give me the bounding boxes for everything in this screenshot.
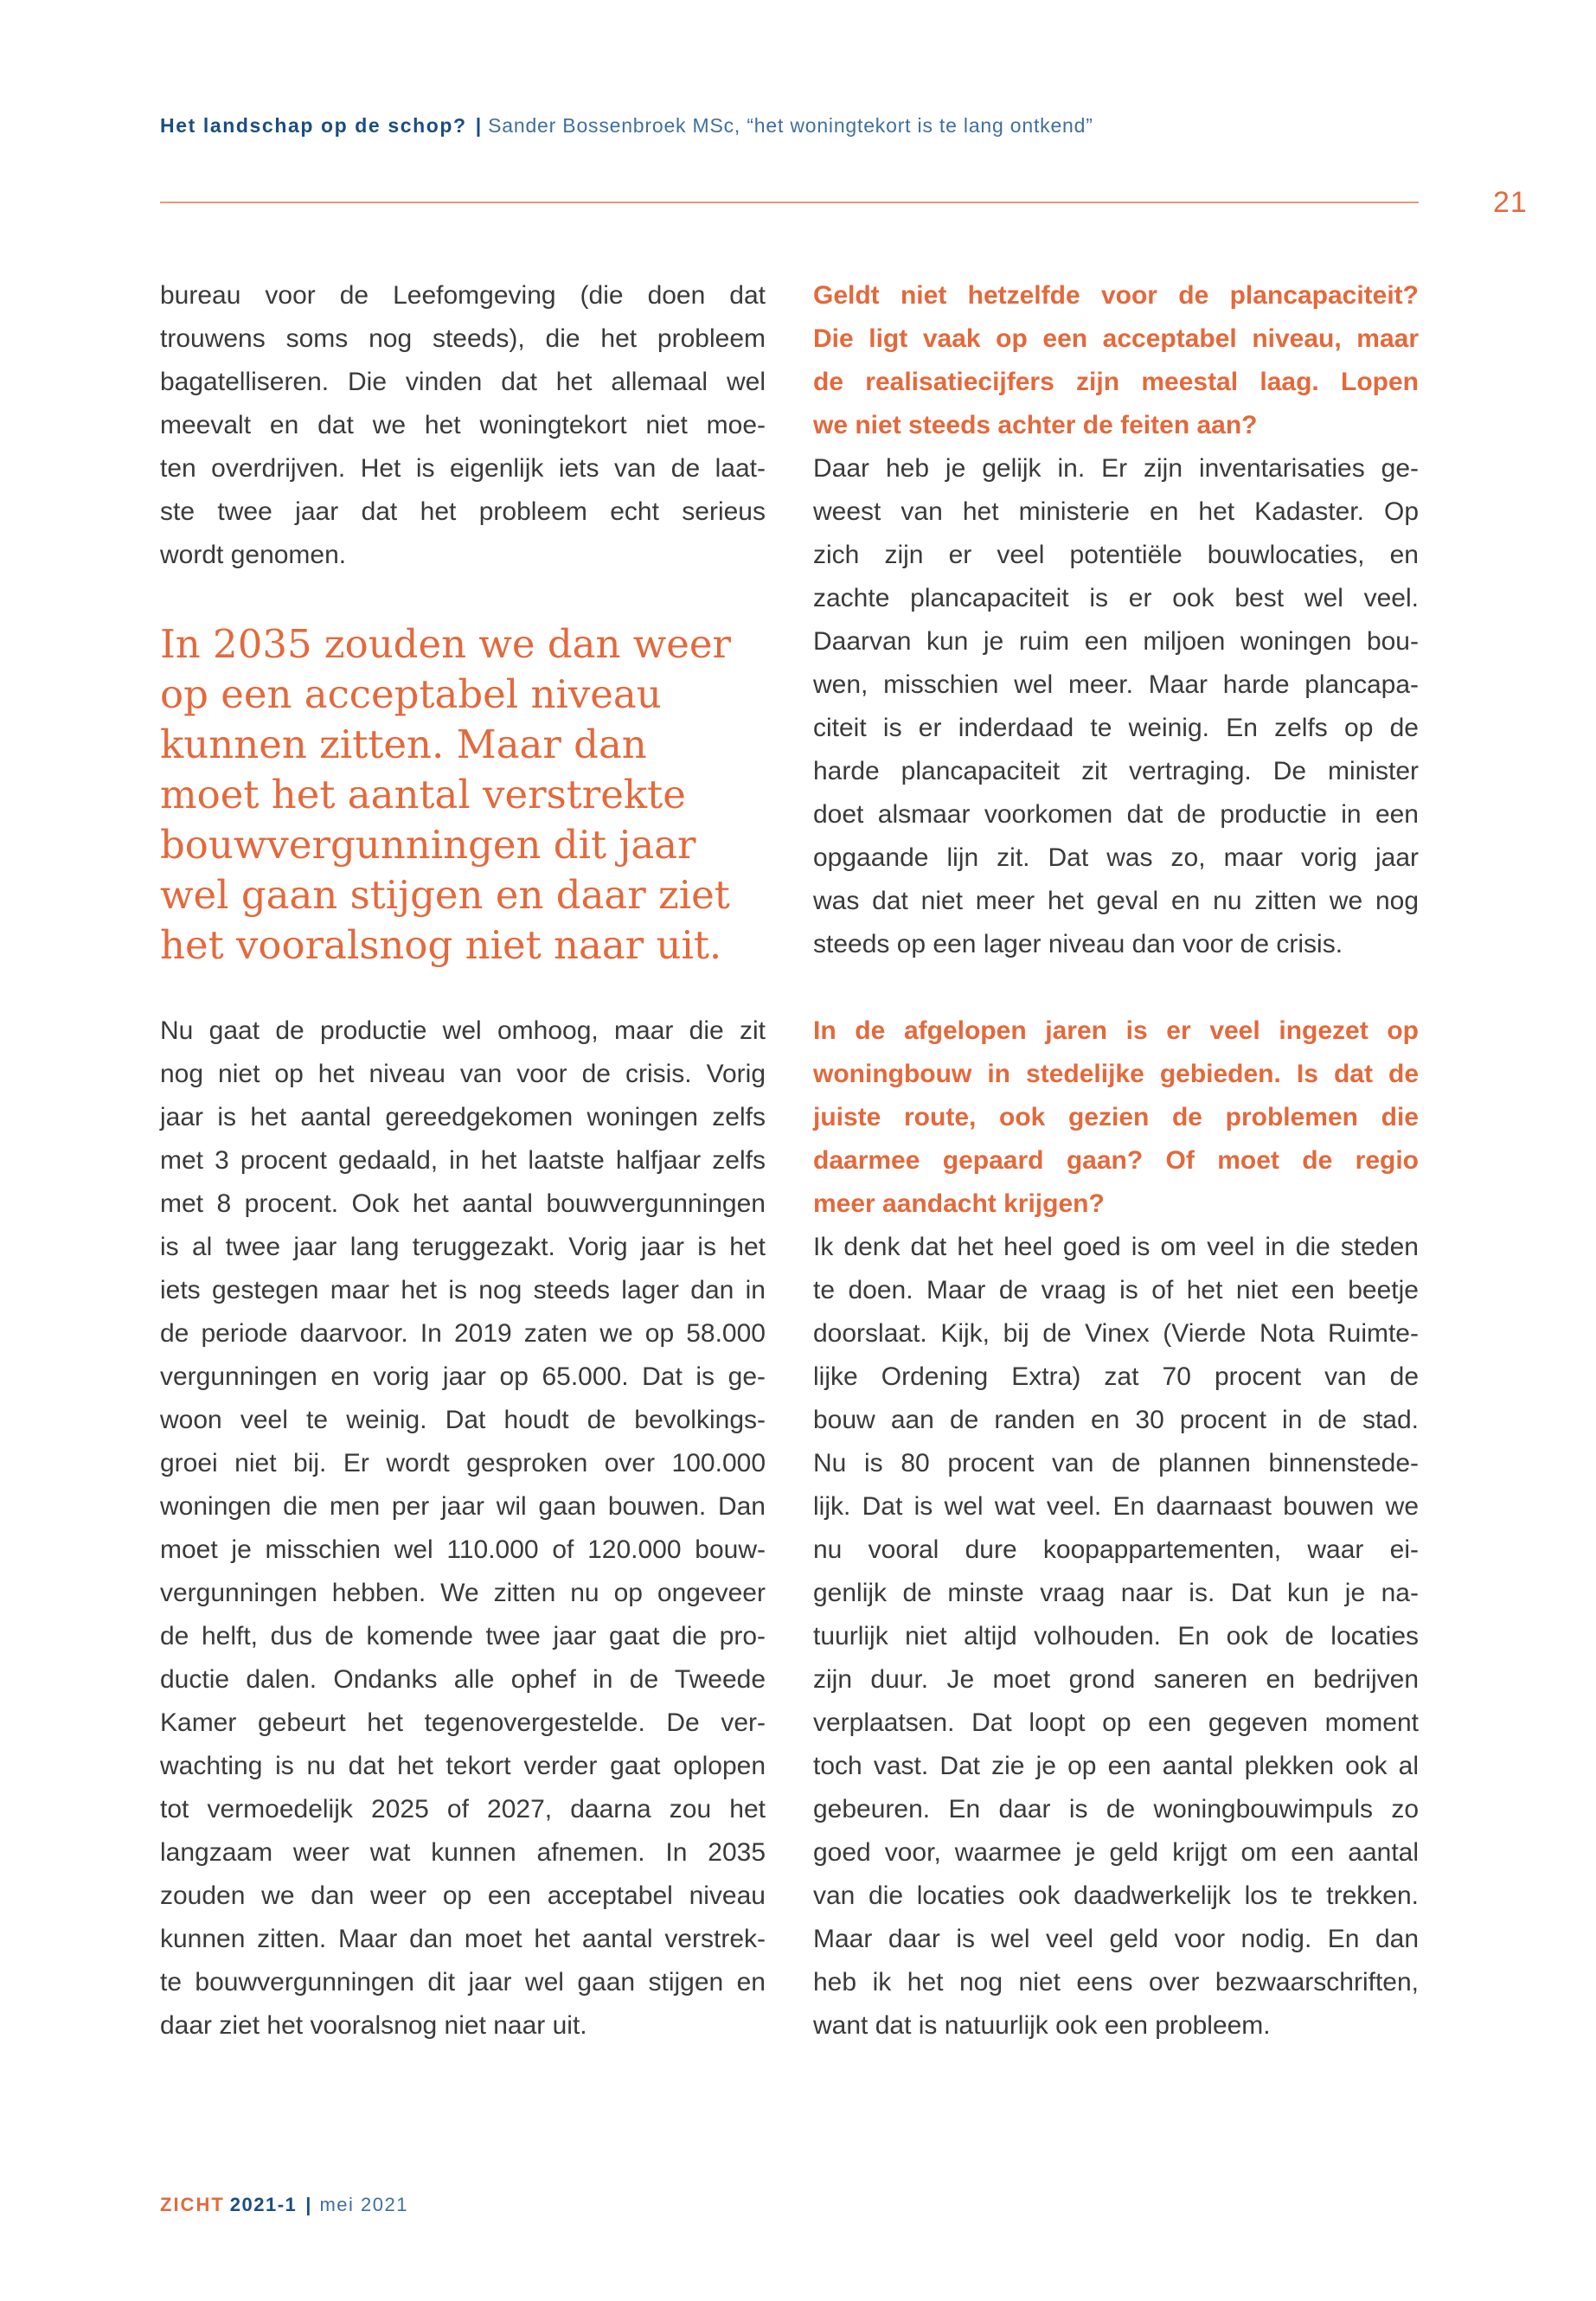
text-line: woningbouw in stedelijke gebieden. Is dat de: [813, 1060, 1419, 1088]
header-separator: |: [475, 114, 482, 137]
text-line: wel gaan stijgen en daar ziet: [160, 872, 730, 918]
text-line: Nu is 80 procent van de plannen binnenstede-: [813, 1449, 1419, 1477]
interview-question-2: [813, 1009, 1419, 1226]
text-line: zouden we dan weer op een acceptabel niveau: [160, 1881, 766, 1910]
text-line: de realisatiecijfers zijn meestal laag. Lopen: [813, 368, 1419, 396]
text-line: tot vermoedelijk 2025 of 2027, daarna zou het: [160, 1795, 766, 1823]
text-line: bagatelliseren. Die vinden dat het allemaal wel: [160, 368, 766, 396]
interview-answer-1: [813, 447, 1419, 966]
text-line: citeit is er inderdaad te weinig. En zelfs op de: [813, 714, 1419, 742]
text-line: moet je misschien wel 110.000 of 120.000 bouw-: [160, 1535, 766, 1564]
interview-block-1: [813, 274, 1419, 966]
text-line: kunnen zitten. Maar dan: [160, 721, 647, 767]
text-line: vergunningen en vorig jaar op 65.000. Dat is ge-: [160, 1362, 766, 1391]
text-line: te doen. Maar de vraag is of het niet een beetje: [813, 1276, 1419, 1304]
header-rule: [160, 202, 1419, 203]
text-line: want dat is natuurlijk ook een probleem.: [813, 2011, 1271, 2040]
text-line: bureau voor de Leefomgeving (die doen dat: [160, 281, 766, 310]
text-line: het vooralsnog niet naar uit.: [160, 922, 722, 968]
text-line: langzaam weer wat kunnen afnemen. In 2035: [160, 1838, 766, 1867]
page-number: 21: [1493, 186, 1528, 219]
footer-separator: |: [305, 2194, 311, 2215]
text-line: lijke Ordening Extra) zat 70 procent van de: [813, 1362, 1419, 1391]
text-line: ste twee jaar dat het probleem echt serieus: [160, 497, 766, 526]
text-line: woon veel te weinig. Dat houdt de bevolkings-: [160, 1406, 766, 1434]
magazine-name: ZICHT: [160, 2194, 225, 2215]
text-line: In 2035 zouden we dan weer: [160, 621, 732, 667]
interview-answer-2: [813, 1226, 1419, 2048]
text-line: opgaande lijn zit. Dat was zo, maar vorig jaar: [813, 843, 1419, 872]
pull-quote: [160, 619, 766, 971]
text-line: Daar heb je gelijk in. Er zijn inventarisaties ge-: [813, 454, 1419, 483]
text-line: de periode daarvoor. In 2019 zaten we op 58.000: [160, 1319, 766, 1348]
text-line: was dat niet meer het geval en nu zitten we nog: [813, 887, 1419, 915]
text-line: trouwens soms nog steeds), die het probleem: [160, 324, 766, 353]
text-line: ten overdrijven. Het is eigenlijk iets van de laat-: [160, 454, 766, 483]
text-line: iets gestegen maar het is nog steeds lager dan in: [160, 1276, 766, 1304]
text-line: woningen die men per jaar wil gaan bouwen. Dan: [160, 1492, 766, 1521]
text-line: vergunningen hebben. We zitten nu op ongeveer: [160, 1579, 766, 1607]
text-line: goed voor, waarmee je geld krijgt om een aantal: [813, 1838, 1419, 1867]
text-line: met 3 procent gedaald, in het laatste halfjaar zelfs: [160, 1146, 766, 1175]
running-header: [160, 113, 1093, 138]
text-line: te bouwvergunningen dit jaar wel gaan stijgen en: [160, 1968, 766, 1997]
text-line: juiste route, ook gezien de problemen die: [813, 1103, 1419, 1131]
text-line: moet het aantal verstrekte: [160, 772, 686, 817]
text-line: heb ik het nog niet eens over bezwaarschriften,: [813, 1968, 1419, 1997]
text-line: ductie dalen. Ondanks alle ophef in de Tweede: [160, 1665, 766, 1694]
text-line: groei niet bij. Er wordt gesproken over 100.000: [160, 1449, 766, 1477]
text-line: op een acceptabel niveau: [160, 671, 662, 717]
text-line: Kamer gebeurt het tegenovergestelde. De ver-: [160, 1708, 766, 1737]
text-line: meevalt en dat we het woningtekort niet moe-: [160, 411, 766, 439]
text-line: zachte plancapaciteit is er ook best wel veel.: [813, 584, 1419, 612]
text-line: Daarvan kun je ruim een miljoen woningen bou-: [813, 627, 1419, 656]
text-line: doet alsmaar voorkomen dat de productie in een: [813, 800, 1419, 829]
text-line: Nu gaat de productie wel omhoog, maar die zit: [160, 1016, 766, 1045]
text-line: toch vast. Dat zie je op een aantal plekken ook al: [813, 1752, 1419, 1780]
text-line: we niet steeds achter de feiten aan?: [813, 411, 1258, 439]
text-line: kunnen zitten. Maar dan moet het aantal verstrek-: [160, 1925, 766, 1953]
interview-question-1: [813, 274, 1419, 447]
text-line: doorslaat. Kijk, bij de Vinex (Vierde Nota Ruimte-: [813, 1319, 1419, 1348]
text-line: daar ziet het vooralsnog niet naar uit.: [160, 2011, 587, 2040]
text-line: van die locaties ook daadwerkelijk los te trekken.: [813, 1881, 1419, 1910]
text-line: bouw aan de randen en 30 procent in de stad.: [813, 1406, 1419, 1434]
text-line: nog niet op het niveau van voor de crisis. Vorig: [160, 1060, 766, 1088]
text-line: daarmee gepaard gaan? Of moet de regio: [813, 1146, 1419, 1175]
section-title: Het landschap op de schop?: [160, 114, 467, 137]
issue-number: 2021-1: [229, 2194, 298, 2215]
interview-block-2: [813, 1009, 1419, 2048]
text-line: de helft, dus de komende twee jaar gaat die pro-: [160, 1622, 766, 1650]
text-line: zijn duur. Je moet grond saneren en bedrijven: [813, 1665, 1419, 1694]
left-paragraph-1: [160, 274, 766, 577]
text-line: wen, misschien wel meer. Maar harde plancapa-: [813, 670, 1419, 699]
text-line: In de afgelopen jaren is er veel ingezet op: [813, 1016, 1419, 1045]
issue-date: mei 2021: [319, 2194, 408, 2215]
text-line: wachting is nu dat het tekort verder gaat oplopen: [160, 1752, 766, 1780]
text-line: jaar is het aantal gereedgekomen woningen zelfs: [160, 1103, 766, 1131]
text-line: Die ligt vaak op een acceptabel niveau, maar: [813, 324, 1419, 353]
left-paragraph-2: [160, 1009, 766, 2048]
text-line: nu vooral dure koopappartementen, waar ei-: [813, 1535, 1419, 1564]
text-line: Maar daar is wel veel geld voor nodig. En dan: [813, 1925, 1419, 1953]
page-footer: [160, 2193, 408, 2217]
text-line: lijk. Dat is wel wat veel. En daarnaast bouwen we: [813, 1492, 1419, 1521]
text-line: Ik denk dat het heel goed is om veel in die steden: [813, 1233, 1419, 1261]
text-line: met 8 procent. Ook het aantal bouwvergunningen: [160, 1189, 766, 1218]
text-line: wordt genomen.: [160, 541, 347, 569]
article-subtitle: Sander Bossenbroek MSc, “het woningtekort is te lang ontkend”: [488, 114, 1093, 137]
text-line: weest van het ministerie en het Kadaster. Op: [813, 497, 1419, 526]
text-line: harde plancapaciteit zit vertraging. De minister: [813, 757, 1419, 785]
text-line: steeds op een lager niveau dan voor de crisis.: [813, 930, 1343, 958]
text-line: genlijk de minste vraag naar is. Dat kun je na-: [813, 1579, 1419, 1607]
text-line: gebeuren. En daar is de woningbouwimpuls zo: [813, 1795, 1419, 1823]
text-line: is al twee jaar lang teruggezakt. Vorig jaar is het: [160, 1233, 766, 1261]
text-line: tuurlijk niet altijd volhouden. En ook de locaties: [813, 1622, 1419, 1650]
text-line: bouwvergunningen dit jaar: [160, 822, 696, 868]
text-line: meer aandacht krijgen?: [813, 1189, 1105, 1218]
text-line: Geldt niet hetzelfde voor de plancapaciteit?: [813, 281, 1419, 310]
text-line: zich zijn er veel potentiële bouwlocaties, en: [813, 541, 1419, 569]
text-line: verplaatsen. Dat loopt op een gegeven moment: [813, 1708, 1419, 1737]
